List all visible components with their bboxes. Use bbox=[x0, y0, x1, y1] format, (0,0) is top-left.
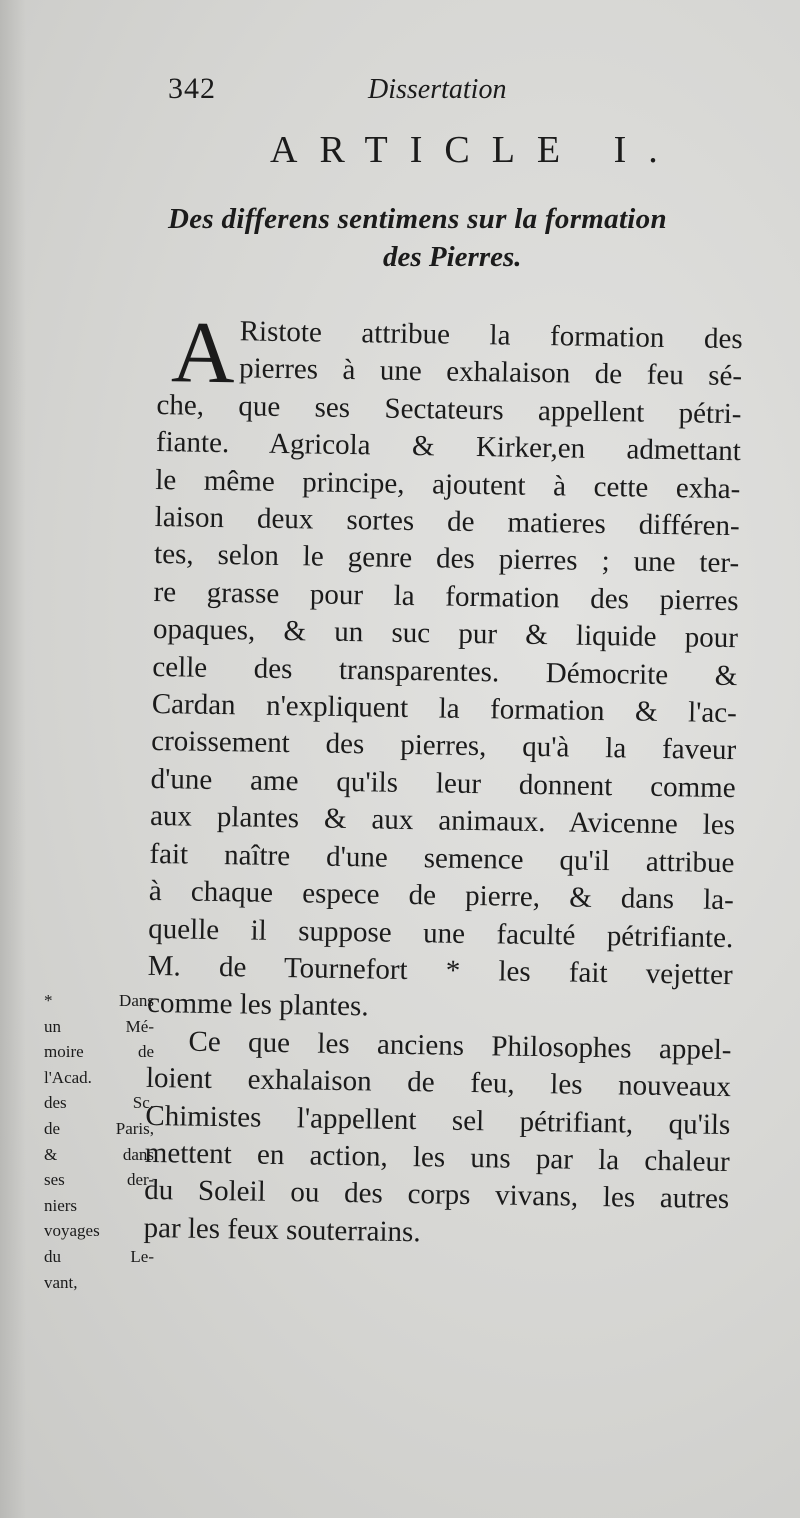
text-line: par les feux souterrains. bbox=[143, 1211, 421, 1248]
running-title: Dissertation bbox=[368, 74, 507, 105]
drop-cap: A bbox=[170, 304, 236, 403]
text-line: quelle il suppose une faculté pétrifiante. bbox=[148, 912, 734, 954]
margin-note-line: * Dans bbox=[44, 991, 154, 1010]
margin-note-line: un Mé- bbox=[44, 1016, 154, 1036]
text-line: tes, selon le genre des pierres ; une ter- bbox=[153, 538, 740, 580]
subtitle-line: des Pierres. bbox=[383, 241, 522, 273]
text-line: Cardan n'expliquent la formation & l'ac- bbox=[151, 688, 738, 730]
text-line: croissement des pierres, qu'à la faveur bbox=[151, 725, 737, 767]
text-line: aux plantes & aux animaux. Avicenne les bbox=[149, 800, 736, 842]
text-line: che, que ses Sectateurs appellent pétri- bbox=[156, 388, 742, 430]
text-line: opaques, & un suc pur & liquide pour bbox=[152, 613, 739, 655]
text-line: pierres à une exhalaison de feu sé- bbox=[238, 352, 743, 393]
gutter-shadow bbox=[0, 0, 26, 1518]
text-line: Ristote attribue la formation des bbox=[239, 315, 743, 356]
margin-note-line: de Paris, bbox=[44, 1118, 154, 1138]
margin-note-line: & dans bbox=[44, 1144, 154, 1164]
margin-note-line: ses der- bbox=[44, 1170, 154, 1190]
subtitle-line: Des differens sentimens sur la formation bbox=[168, 203, 667, 235]
page-number: 342 bbox=[168, 72, 216, 105]
article-heading: ARTICLE I. bbox=[270, 129, 680, 171]
text-line: re grasse pour la formation des pierres bbox=[153, 575, 739, 617]
text-line: fait naître d'une semence qu'il attribue bbox=[149, 837, 735, 879]
text-line: loient exhalaison de feu, les nouveaux bbox=[145, 1062, 732, 1104]
text-line: le même principe, ajoutent à cette exha- bbox=[155, 463, 741, 505]
text-line: fiante. Agricola & Kirker,en admettant bbox=[155, 426, 742, 468]
margin-note bbox=[44, 988, 154, 1295]
body-text bbox=[143, 304, 743, 1256]
text-line: du Soleil ou des corps vivans, les autres bbox=[143, 1174, 730, 1216]
margin-note-line: moire de bbox=[44, 1042, 154, 1062]
margin-note-line: niers bbox=[44, 1195, 78, 1215]
text-line: celle des transparentes. Démocrite & bbox=[152, 650, 738, 692]
text-line: à chaque espece de pierre, & dans la- bbox=[148, 875, 735, 917]
margin-note-line: du Le- bbox=[44, 1246, 154, 1266]
margin-note-line: voyages bbox=[44, 1221, 100, 1241]
text-line: Ce que les anciens Philosophes appel- bbox=[188, 1025, 732, 1066]
text-line: comme les plantes. bbox=[146, 987, 369, 1023]
text-line: laison deux sortes de matieres différen- bbox=[154, 501, 740, 543]
running-head bbox=[168, 72, 548, 112]
text-line: d'une ame qu'ils leur donnent comme bbox=[150, 762, 736, 805]
paragraph-2 bbox=[143, 1023, 731, 1257]
margin-note-line: l'Acad. bbox=[44, 1067, 92, 1087]
margin-note-line: vant, bbox=[44, 1272, 78, 1292]
text-line: M. de Tournefort * les fait vejetter bbox=[147, 949, 733, 992]
paragraph-1 bbox=[146, 304, 743, 1032]
margin-note-line: des Sc. bbox=[44, 1093, 154, 1113]
text-line: Chimistes l'appellent sel pétrifiant, qu'ils bbox=[145, 1099, 731, 1141]
text-line: mettent en action, les uns par la chaleur bbox=[144, 1136, 730, 1179]
article-subtitle bbox=[168, 200, 768, 276]
